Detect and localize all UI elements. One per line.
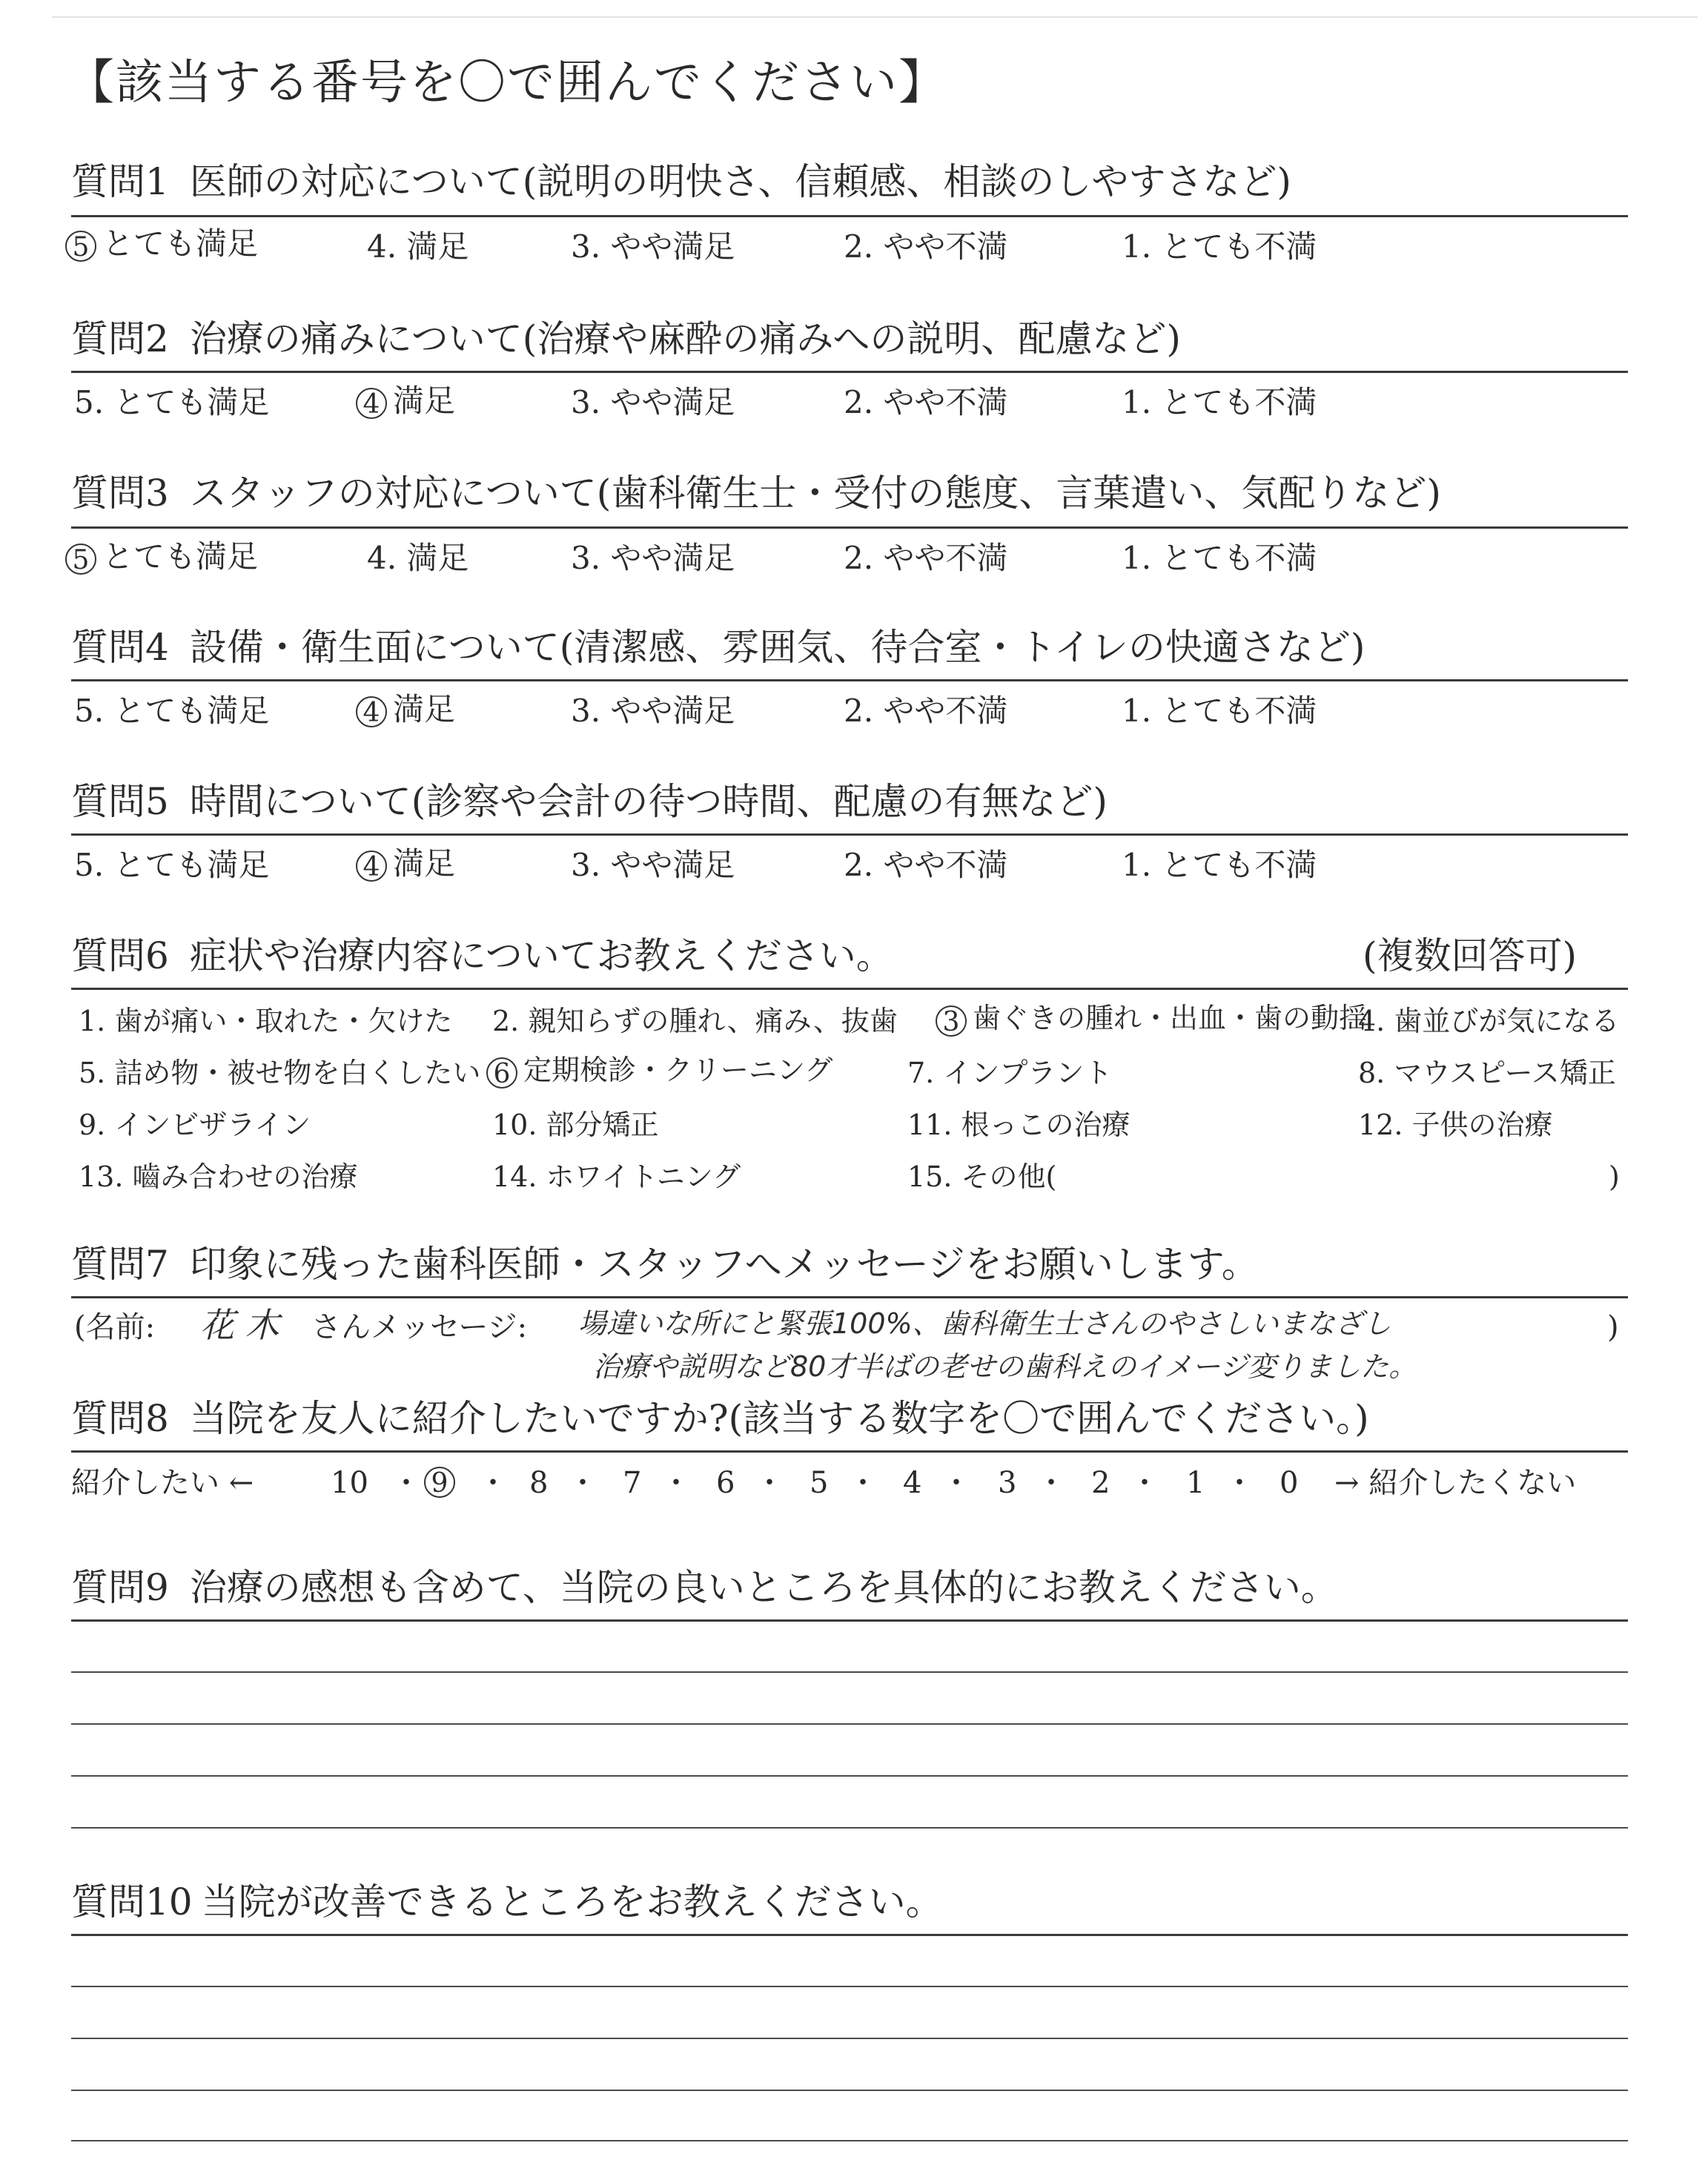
message-close-paren: ) (1607, 1310, 1619, 1344)
question-text: 設備・衛生面について(清潔感、雰囲気、待合室・トイレの快適さなど) (189, 626, 1366, 669)
scale-dot: ・ (1130, 1466, 1159, 1500)
question-number: 質問5 (71, 780, 169, 823)
question-10-title (71, 1880, 943, 1923)
q6-item-4[interactable]: 4. 歯並びが気になる (1358, 1005, 1620, 1037)
option-4-selected[interactable] (356, 691, 456, 728)
question-3-title (71, 472, 1441, 515)
recommend-scale (0, 1465, 1708, 1510)
option-2[interactable]: 2. やや不満 (844, 693, 1008, 729)
option-5[interactable]: 5. とても満足 (74, 693, 270, 729)
option-label: とても満足 (102, 225, 259, 262)
option-4-selected[interactable] (356, 383, 456, 420)
answer-line[interactable] (71, 1723, 1628, 1725)
q6-other-close-paren: ) (1609, 1160, 1620, 1193)
answer-line[interactable] (71, 1775, 1628, 1777)
scale-0[interactable]: 0 (1280, 1466, 1299, 1500)
scale-dot: ・ (391, 1466, 421, 1500)
q6-item-8[interactable]: 8. マウスピース矯正 (1358, 1057, 1616, 1089)
question-text: 治療の痛みについて(治療や麻酔の痛みへの説明、配慮など) (189, 317, 1181, 360)
option-3[interactable]: 3. やや満足 (571, 847, 735, 883)
option-5-selected[interactable] (65, 225, 259, 262)
question-rule (71, 1296, 1628, 1298)
option-label: 満足 (393, 383, 456, 419)
scale-dot: ・ (1225, 1466, 1254, 1500)
option-1[interactable]: 1. とても不満 (1122, 693, 1317, 729)
option-3[interactable]: 3. やや満足 (571, 540, 735, 576)
question-number: 質問6 (71, 934, 169, 977)
question-number: 質問7 (71, 1243, 169, 1286)
question-rule (71, 679, 1628, 681)
question-number: 質問2 (71, 317, 169, 360)
question-10 (0, 1880, 1708, 2160)
option-2[interactable]: 2. やや不満 (844, 384, 1008, 420)
question-rule (71, 833, 1628, 836)
selection-circle: 4 (356, 851, 387, 882)
scale-dot: ・ (848, 1466, 878, 1500)
q6-item-14[interactable]: 14. ホワイトニング (492, 1160, 741, 1193)
question-number: 質問3 (71, 472, 169, 515)
option-3[interactable]: 3. やや満足 (571, 384, 735, 420)
question-text: スタッフの対応について(歯科衛生士・受付の態度、言葉遣い、気配りなど) (189, 472, 1441, 515)
question-8 (0, 1397, 1708, 1519)
san-message-label: さんメッセージ: (311, 1310, 528, 1344)
q6-item-12[interactable]: 12. 子供の治療 (1358, 1109, 1553, 1141)
option-2[interactable]: 2. やや不満 (844, 540, 1008, 576)
scale-left-label: 紹介したい ← (71, 1466, 254, 1500)
question-number: 質問4 (71, 626, 169, 669)
name-handwritten: 花 木 (200, 1305, 279, 1345)
scale-2[interactable]: 2 (1091, 1466, 1110, 1500)
selection-circle: 5 (65, 544, 96, 575)
selection-circle: 3 (936, 1005, 967, 1037)
question-4-title (71, 626, 1366, 669)
question-2-title (71, 317, 1181, 360)
scale-dot: ・ (755, 1466, 784, 1500)
question-text: 当院を友人に紹介したいですか?(該当する数字を〇で囲んでください。) (189, 1397, 1369, 1440)
question-number: 質問8 (71, 1397, 169, 1440)
option-2[interactable]: 2. やや不満 (844, 228, 1008, 265)
question-3 (0, 472, 1708, 623)
option-3[interactable]: 3. やや満足 (571, 228, 735, 265)
question-number: 質問9 (71, 1566, 169, 1609)
question-6 (0, 934, 1708, 1219)
question-rule (71, 526, 1628, 529)
q6-item-3-selected[interactable] (936, 1004, 1367, 1037)
option-3[interactable]: 3. やや満足 (571, 693, 735, 729)
scale-1[interactable]: 1 (1186, 1466, 1205, 1500)
question-4 (0, 626, 1708, 777)
scale-right-label: → 紹介したくない (1334, 1466, 1577, 1500)
q6-item-15-other[interactable]: 15. その他( (907, 1160, 1057, 1193)
question-text: 治療の感想も含めて、当院の良いところを具体的にお教えください。 (189, 1566, 1338, 1609)
answer-line[interactable] (71, 1671, 1628, 1673)
scale-8[interactable]: 8 (529, 1466, 549, 1500)
question-7-title (71, 1243, 1259, 1286)
q6-item-2[interactable]: 2. 親知らずの腫れ、痛み、抜歯 (492, 1005, 898, 1037)
option-1[interactable]: 1. とても不満 (1122, 540, 1317, 576)
question-text: 症状や治療内容についてお教えください。 (189, 934, 893, 977)
answer-line[interactable] (71, 2038, 1628, 2039)
question-number: 質問10 (71, 1880, 193, 1923)
question-text: 時間について(診察や会計の待つ時間、配慮の有無など) (189, 780, 1108, 823)
question-text: 印象に残った歯科医師・スタッフへメッセージをお願いします。 (189, 1243, 1259, 1286)
question-text: 医師の対応について(説明の明快さ、信頼感、相談のしやすさなど) (189, 160, 1291, 203)
question-1-title (71, 160, 1291, 203)
answer-line[interactable] (71, 1986, 1628, 1987)
question-9-title (71, 1566, 1338, 1609)
scale-7[interactable]: 7 (623, 1466, 642, 1500)
option-1[interactable]: 1. とても不満 (1122, 228, 1317, 265)
option-2[interactable]: 2. やや不満 (844, 847, 1008, 883)
question-9 (0, 1566, 1708, 1851)
answer-line[interactable] (71, 2140, 1628, 2141)
q6-item-6-selected[interactable] (486, 1056, 833, 1089)
question-8-title (71, 1397, 1369, 1440)
q6-item-11[interactable]: 11. 根っこの治療 (907, 1109, 1131, 1141)
scale-3[interactable]: 3 (998, 1466, 1017, 1500)
question-7 (0, 1243, 1708, 1383)
option-1[interactable]: 1. とても不満 (1122, 847, 1317, 883)
q6-item-13[interactable]: 13. 嚙み合わせの治療 (79, 1160, 358, 1193)
selection-circle: 4 (356, 388, 387, 419)
selection-circle: 4 (356, 696, 387, 727)
option-label: とても満足 (102, 538, 259, 575)
question-5-title (71, 780, 1108, 823)
scale-dot: ・ (941, 1466, 971, 1500)
question-rule (71, 988, 1628, 990)
option-5[interactable]: 5. とても満足 (74, 847, 270, 883)
q6-item-10[interactable]: 10. 部分矯正 (492, 1109, 659, 1141)
selection-circle: 9 (424, 1467, 455, 1498)
answer-line[interactable] (71, 1827, 1628, 1829)
answer-line[interactable] (71, 2090, 1628, 2091)
message-handwritten-line2: 治療や説明など80才半ばの老せの歯科えのイメージ変りました。 (593, 1350, 1417, 1383)
selection-circle: 5 (65, 231, 96, 262)
question-6-title (71, 934, 893, 977)
option-label: 満足 (393, 691, 456, 727)
question-rule (71, 1450, 1628, 1453)
scale-4[interactable]: 4 (903, 1466, 922, 1500)
question-number: 質問1 (71, 160, 169, 203)
q6-item-5[interactable]: 5. 詰め物・被せ物を白くしたい (79, 1057, 481, 1089)
q6-item-9[interactable]: 9. インビザライン (79, 1109, 311, 1141)
scale-dot: ・ (1036, 1466, 1066, 1500)
message-handwritten-line1: 場違いな所にと緊張100%、歯科衛生士さんのやさしいまなざし (578, 1307, 1391, 1340)
scale-dot: ・ (568, 1466, 598, 1500)
question-rule (71, 1934, 1628, 1936)
question-1 (0, 160, 1708, 311)
question-rule (71, 215, 1628, 217)
scale-10[interactable]: 10 (331, 1466, 368, 1500)
option-5[interactable]: 5. とても満足 (74, 384, 270, 420)
option-4-selected[interactable] (356, 845, 456, 882)
form-title: 【該当する番号を〇で囲んでください】 (67, 56, 947, 110)
option-4[interactable]: 4. 満足 (367, 228, 469, 265)
top-border (52, 16, 1698, 18)
scale-dot: ・ (478, 1466, 508, 1500)
question-rule (71, 371, 1628, 373)
option-5-selected[interactable] (65, 538, 259, 575)
q6-item-1[interactable]: 1. 歯が痛い・取れた・欠けた (79, 1005, 453, 1037)
scale-5[interactable]: 5 (810, 1466, 829, 1500)
question-5 (0, 780, 1708, 931)
selection-circle: 6 (486, 1057, 517, 1089)
scale-6[interactable]: 6 (716, 1466, 735, 1500)
multiple-answer-note: (複数回答可) (1363, 934, 1578, 977)
option-label: 定期検診・クリーニング (523, 1054, 833, 1086)
question-rule (71, 1619, 1628, 1622)
name-label: (名前: (74, 1310, 156, 1344)
question-2 (0, 317, 1708, 469)
option-label: 歯ぐきの腫れ・出血・歯の動揺 (973, 1002, 1368, 1034)
scale-dot: ・ (661, 1466, 691, 1500)
option-1[interactable]: 1. とても不満 (1122, 384, 1317, 420)
scale-9-selected[interactable] (424, 1465, 461, 1498)
option-4[interactable]: 4. 満足 (367, 540, 469, 576)
q6-item-7[interactable]: 7. インプラント (907, 1057, 1113, 1089)
question-text: 当院が改善できるところをお教えください。 (201, 1880, 943, 1923)
option-label: 満足 (393, 845, 456, 882)
